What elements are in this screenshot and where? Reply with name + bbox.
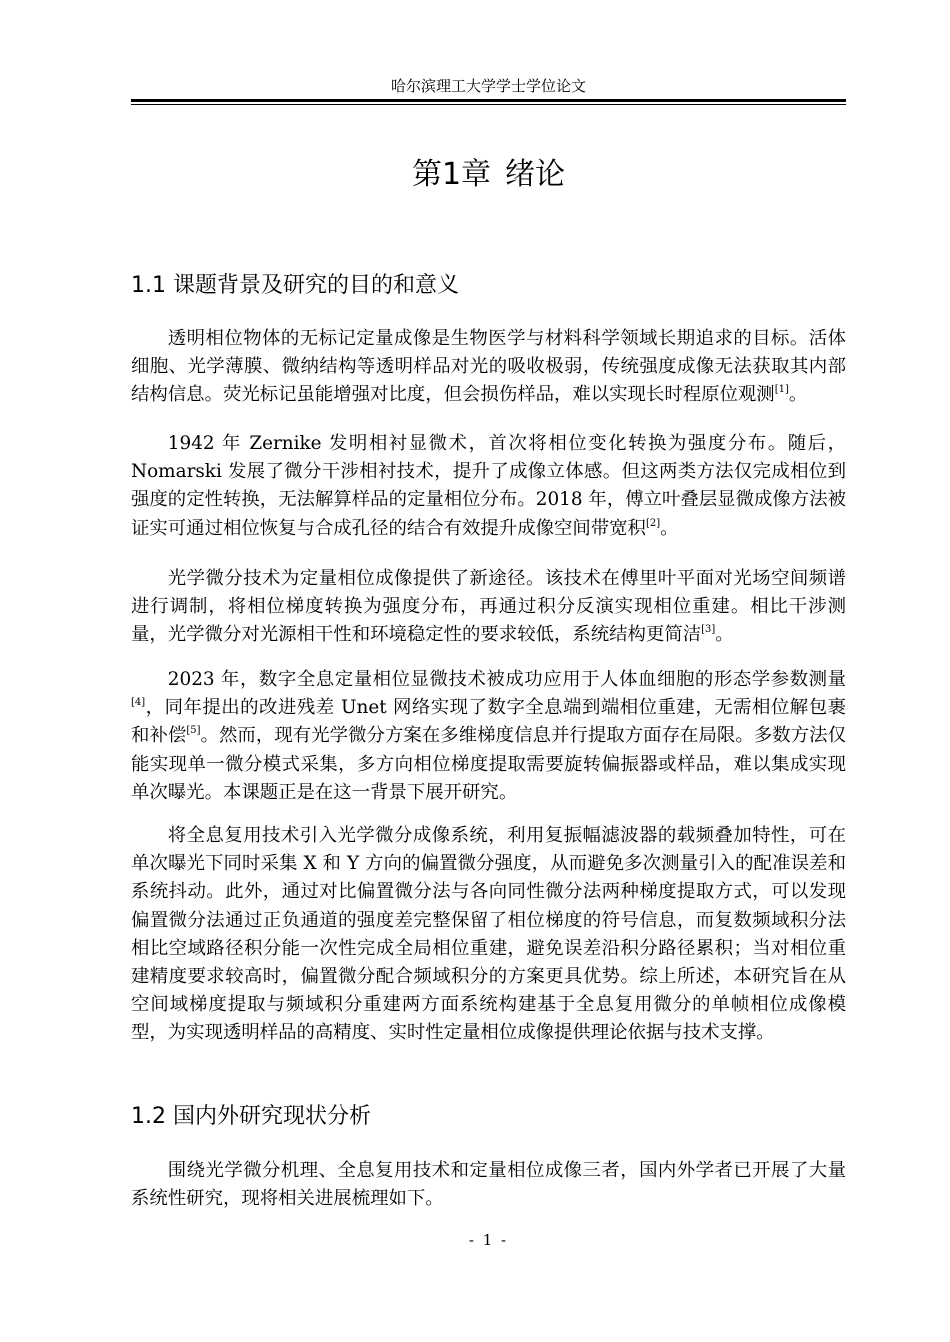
chapter-title xyxy=(131,153,846,197)
paragraph: 透明相位物体的无标记定量成像是生物医学与材料科学领域长期追求的目标。活体细胞、光学薄膜、微纳结构等透明样品对光的吸收极弱，传统强度成像无法获取其内部结构信息。荧光标记虽能增强对比度，但会损伤样品，难以实现长时程原位观测[1]。 xyxy=(131,328,846,406)
citation-ref: [5] xyxy=(186,725,201,737)
paragraph: 2023 年，数字全息定量相位显微技术被成功应用于人体血细胞的形态学参数测量[4]，同年提出的改进残差 Unet 网络实现了数字全息端到端相位重建，无需相位解包裹和补偿[5]。然而，现有光学微分方案在多维梯度信息并行提取方面存在局限。多数方法仅能实现单一微分模式采集，多方向相位梯度提取需要旋转偏振器或样品，难以集成实现单次曝光。本课题正是在这一背景下展开研究。 xyxy=(131,669,846,803)
section-heading-1-1: 1.1 课题背景及研究的目的和意义 xyxy=(131,273,459,298)
chapter-number: 第1章 xyxy=(411,157,492,192)
page-number: - 1 - xyxy=(468,1231,509,1249)
paragraph: 将全息复用技术引入光学微分成像系统，利用复振幅滤波器的载频叠加特性，可在单次曝光下同时采集 X 和 Y 方向的偏置微分强度，从而避免多次测量引入的配准误差和系统抖动。此外，通过对比偏置微分法与各向同性微分法两种梯度提取方式，可以发现偏置微分法通过正负通道的强度差完整保留了相位梯度的符号信息，而复数频域积分法相比空域路径积分能一次性完成全局相位重建，避免误差沿积分路径累积；当对相位重建精度要求较高时，偏置微分配合频域积分的方案更具优势。综上所述，本研究旨在从空间域梯度提取与频域积分重建两方面系统构建基于全息复用微分的单帧相位成像模型，为实现透明样品的高精度、实时性定量相位成像提供理论依据与技术支撑。 xyxy=(131,825,846,1044)
section-heading-1-2: 1.2 国内外研究现状分析 xyxy=(131,1104,371,1129)
citation-ref: [1] xyxy=(774,384,789,396)
citation-ref: [3] xyxy=(701,624,716,636)
chapter-name: 绪论 xyxy=(505,157,566,192)
paragraph: 光学微分技术为定量相位成像提供了新途径。该技术在傅里叶平面对光场空间频谱进行调制，将相位梯度转换为强度分布，再通过积分反演实现相位重建。相比干涉测量，光学微分对光源相干性和环境稳定性的要求较低，系统结构更简洁[3]。 xyxy=(131,568,846,646)
citation-ref: [2] xyxy=(645,517,661,529)
paragraph: 围绕光学微分机理、全息复用技术和定量相位成像三者，国内外学者已开展了大量系统性研究，现将相关进展梳理如下。 xyxy=(131,1160,846,1210)
citation-ref: [4] xyxy=(131,697,146,709)
header-rule-thin xyxy=(131,104,846,105)
paragraph: 1942 年 Zernike 发明相衬显微术，首次将相位变化转换为强度分布。随后，Nomarski 发展了微分干涉相衬技术，提升了成像立体感。但这两类方法仅完成相位到强度的定性转换，无法解算样品的定量相位分布。2018 年，傅立叶叠层显微成像方法被证实可通过相位恢复与合成孔径的结合有效提升成像空间带宽积[2]。 xyxy=(131,433,846,539)
header-rule-thick xyxy=(131,99,846,102)
running-header: 哈尔滨理工大学学士学位论文 xyxy=(390,77,586,95)
